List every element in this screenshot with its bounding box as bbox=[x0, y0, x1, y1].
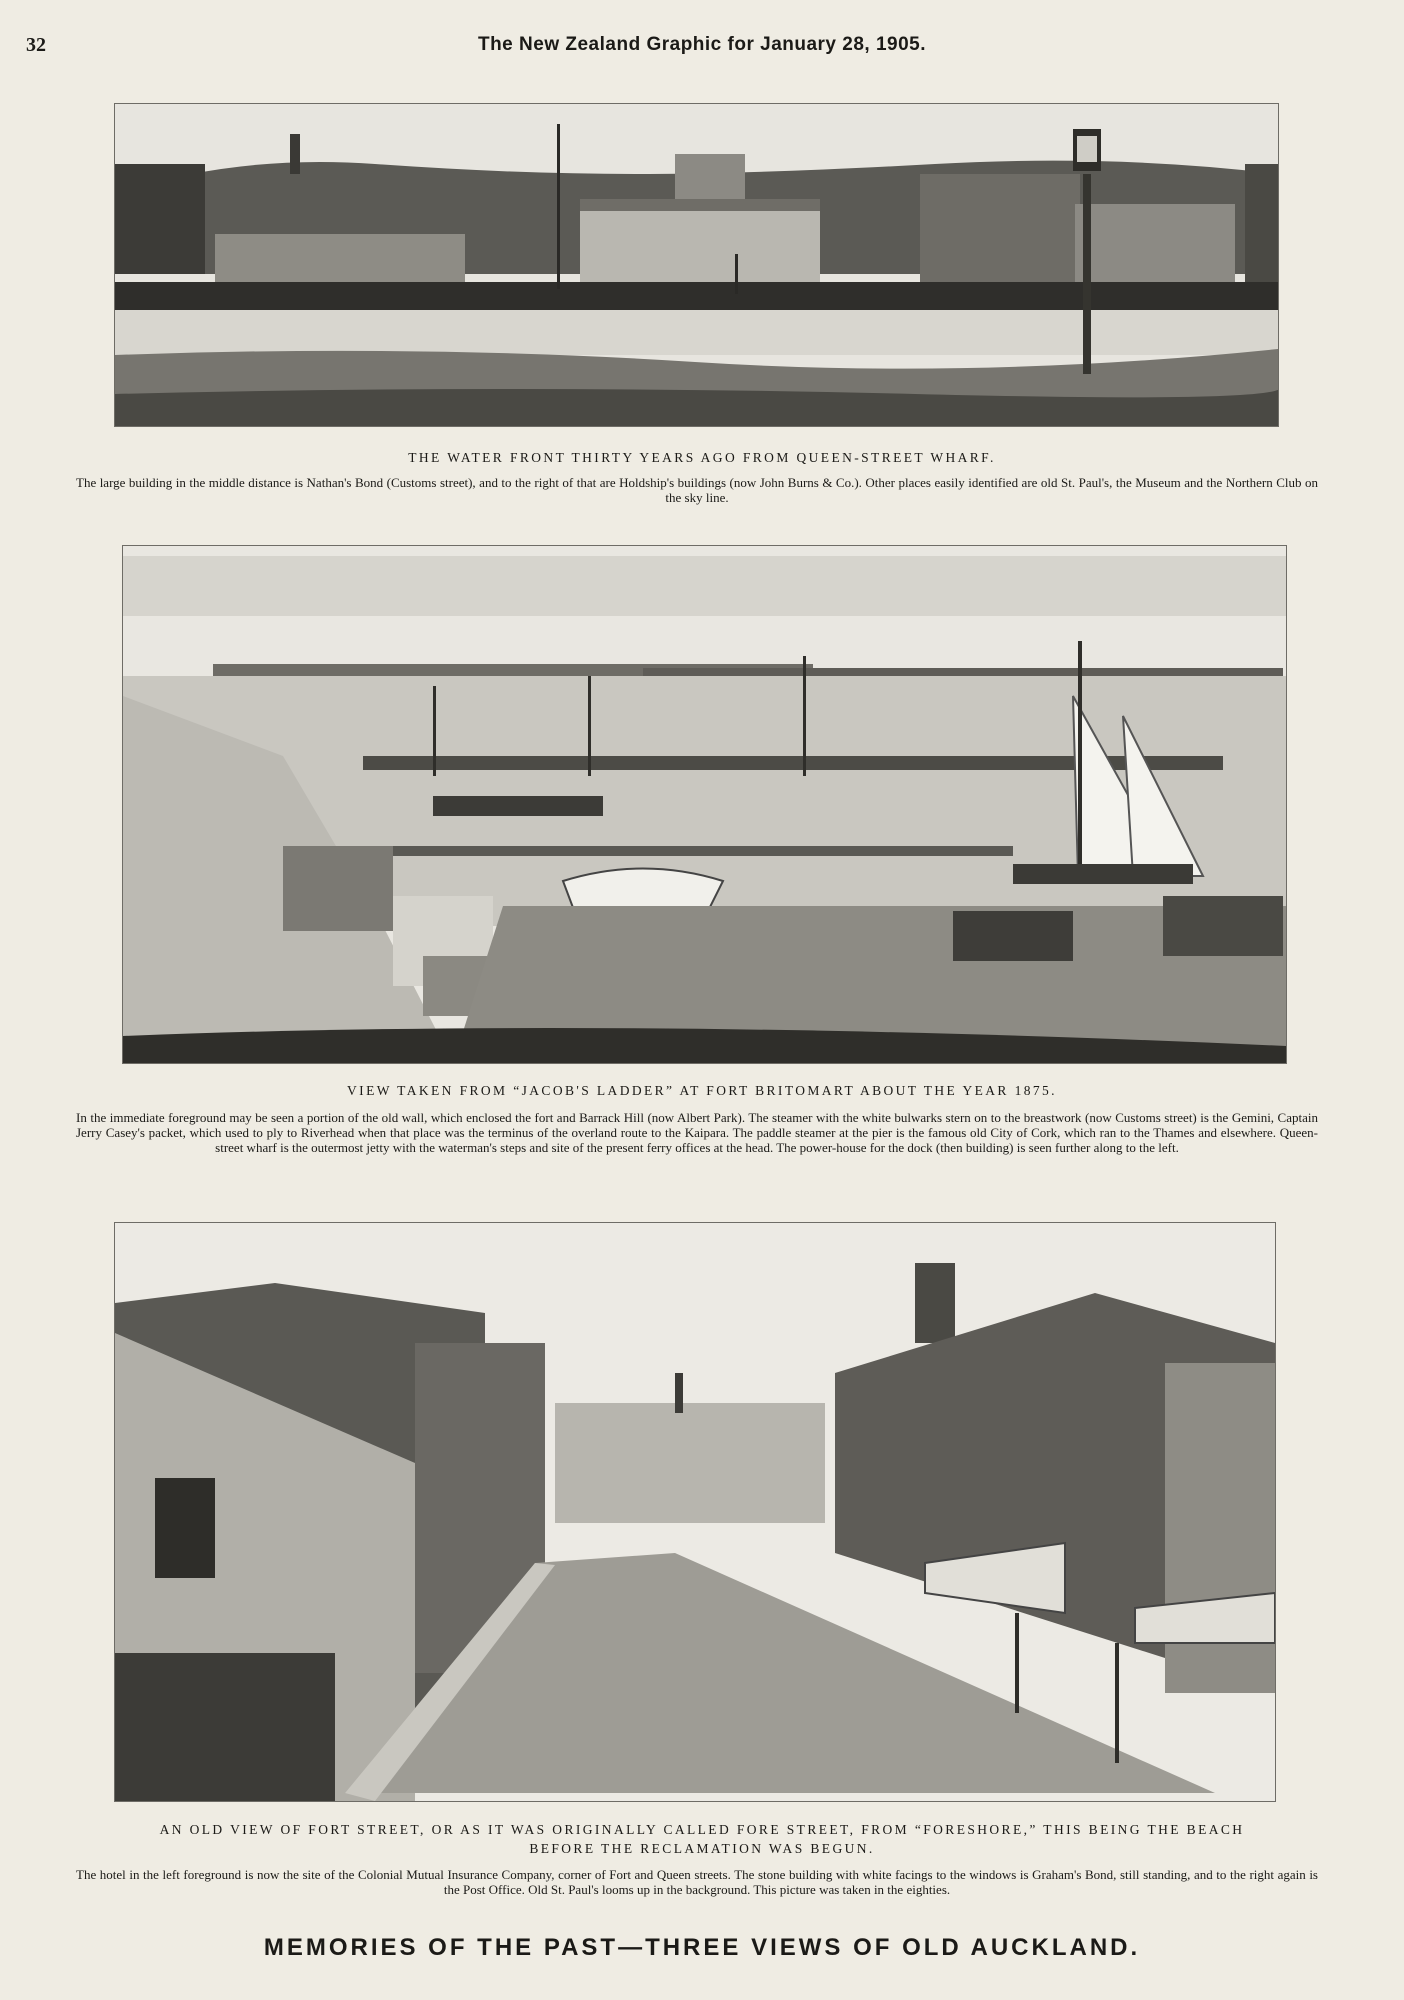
photo-2-caption: In the immediate foreground may be seen a portion of the old wall, which enclosed the fort and Barrack Hill (now Albert Park). The steamer with the white bulwarks stern on to the breastwork (now Customs street) is the Gemini, Captain Jerry Casey's packet, which used to ply to Riverhead when that place was the terminus of the overland route to the Kaipara. The paddle steamer at the pier is the famous old City of Cork, which ran to the Thames and elsewhere. Queen-street wharf is the outermost jetty with the waterman's steps and site of the present ferry offices at the head. The power-house for the dock (then building) is seen further along to the left. bbox=[76, 1110, 1318, 1155]
running-title: The New Zealand Graphic for January 28, 1905. bbox=[477, 34, 927, 55]
photo-3-title: AN OLD VIEW OF FORT STREET, OR AS IT WAS ORIGINALLY CALLED FORE STREET, FROM “FORESHORE,” THIS BEING THE BEACH BEFORE THE RECLAMATION WAS BEGUN. bbox=[159, 1822, 1245, 1856]
photo-fort-street bbox=[114, 1222, 1276, 1802]
photo-1-title: THE WATER FRONT THIRTY YEARS AGO FROM QUEEN-STREET WHARF. bbox=[408, 450, 996, 465]
photo-3-caption: The hotel in the left foreground is now the site of the Colonial Mutual Insurance Company, corner of Fort and Queen streets. The stone building with white facings to the windows is Graham's Bond, still standing, and to the right again is the Post Office. Old St. Paul's looms up in the background. This picture was taken in the eighties. bbox=[76, 1867, 1318, 1897]
page-number: 32 bbox=[26, 34, 46, 56]
photo-water-front bbox=[114, 103, 1279, 427]
photo-jacobs-ladder bbox=[122, 545, 1287, 1064]
photo-1-caption: The large building in the middle distance is Nathan's Bond (Customs street), and to the right of that are Holdship's buildings (now John Burns & Co.). Other places easily identified are old St. Paul's, the Museum and the Northern Club on the sky line. bbox=[76, 475, 1318, 505]
page-headline: MEMORIES OF THE PAST—THREE VIEWS OF OLD AUCKLAND. bbox=[263, 1934, 1141, 1961]
photo-2-title: VIEW TAKEN FROM “JACOB'S LADDER” AT FORT BRITOMART ABOUT THE YEAR 1875. bbox=[347, 1083, 1057, 1098]
